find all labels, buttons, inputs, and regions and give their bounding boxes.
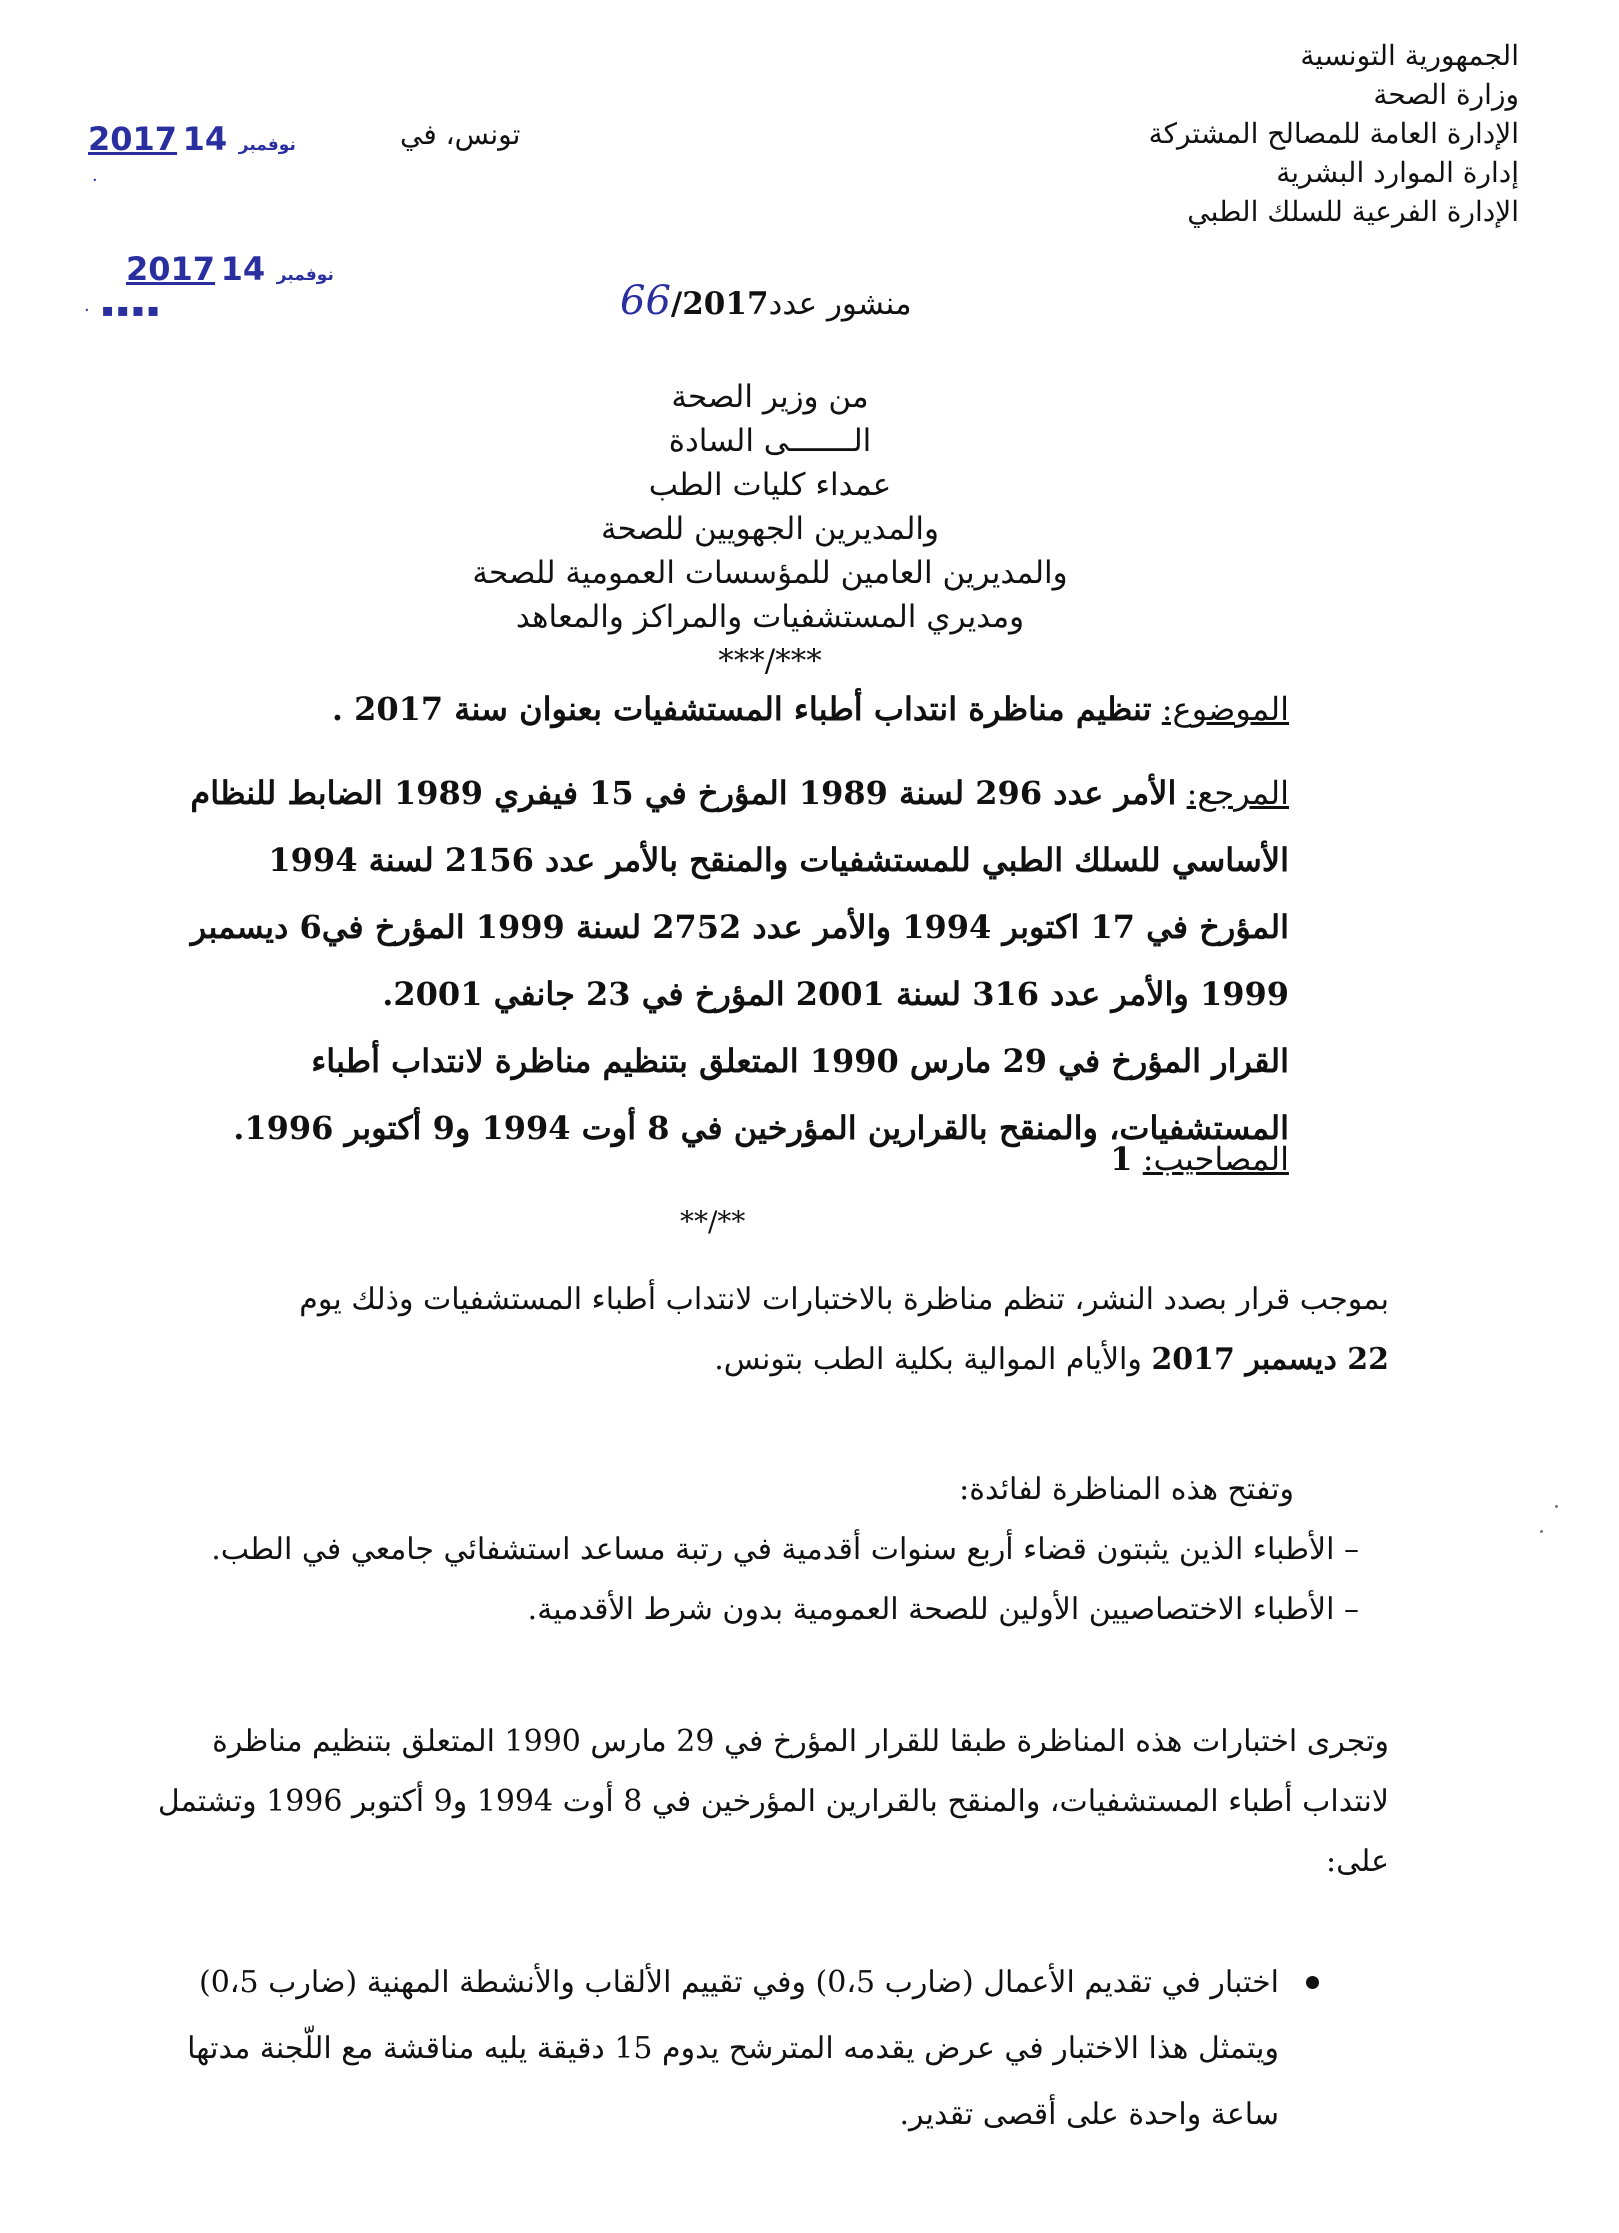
addressee-line: ***/***	[718, 643, 822, 679]
letterhead-line: إدارة الموارد البشرية	[1276, 156, 1519, 189]
list-item: – الأطباء الاختصاصيين الأولين للصحة العمومية بدون شرط الأقدمية.	[527, 1592, 1359, 1627]
addressee-line: والمديرين الجهويين للصحة	[600, 511, 940, 547]
stamp-day: 14	[182, 120, 228, 158]
subject-label: الموضوع:	[1161, 690, 1289, 728]
stamp-mark: ·	[92, 170, 101, 191]
letterhead	[1059, 36, 1519, 231]
subject-line	[332, 690, 1289, 728]
addressee-line: الـــــــى السادة	[668, 423, 872, 459]
eligibility-list	[179, 1520, 1359, 1640]
paragraph-line: بموجب قرار بصدد النشر، تنظم مناظرة بالاختبارات لانتداب أطباء المستشفيات وذلك يوم	[299, 1282, 1389, 1317]
reference-line: القرار المؤرخ في 29 مارس 1990 المتعلق بتنظيم مناظرة لانتداب أطباء	[311, 1042, 1289, 1080]
list-item: – الأطباء الذين يثبتون قضاء أربع سنوات أقدمية في رتبة مساعد استشفائي جامعي في الطب.	[211, 1532, 1359, 1567]
annex-count: 1	[1110, 1140, 1133, 1178]
paragraph-eligibility-intro: وتفتح هذه المناظرة لفائدة:	[959, 1472, 1294, 1507]
reference-line: الأساسي للسلك الطبي للمستشفيات والمنقح بالأمر عدد 2156 لسنة 1994	[268, 841, 1289, 879]
circular-number	[620, 278, 912, 324]
letterhead-line: الجمهورية التونسية	[1300, 39, 1519, 72]
reference-line: الأمر عدد 296 لسنة 1989 المؤرخ في 15 فيفري 1989 الضابط للنظام	[190, 774, 1177, 812]
tests-list-item	[119, 1950, 1279, 2148]
annex-line	[1110, 1140, 1289, 1178]
circular-prefix: منشور عدد	[768, 286, 912, 322]
stamp-year: 2017	[88, 120, 178, 158]
letterhead-line: الإدارة العامة للمصالح المشتركة	[1148, 117, 1519, 150]
paragraph-line: اختبار في تقديم الأعمال (ضارب 0،5) وفي تقييم الألقاب والأنشطة المهنية (ضارب 0،5)	[199, 1965, 1279, 2000]
reference-line: المستشفيات، والمنقح بالقرارين المؤرخين في 8 أوت 1994 و9 أكتوبر 1996.	[233, 1109, 1289, 1147]
stamp-day: 14	[220, 250, 266, 288]
addressee-line: عمداء كليات الطب	[648, 467, 892, 503]
subject-text: تنظيم مناظرة انتداب أطباء المستشفيات بعنوان سنة 2017 .	[331, 690, 1152, 728]
letterhead-line: الإدارة الفرعية للسلك الطبي	[1187, 195, 1519, 228]
reference-block	[129, 760, 1289, 1162]
paragraph-line: ويتمثل هذا الاختبار في عرض يقدمه المترشح يدوم 15 دقيقة يليه مناقشة مع اللّجنة مدتها	[187, 2031, 1279, 2066]
stamp-month: نوفمبر	[276, 265, 334, 285]
paragraph-line: لانتداب أطباء المستشفيات، والمنقح بالقرارين المؤرخين في 8 أوت 1994 و9 أكتوبر 1996 وتشتمل	[157, 1784, 1389, 1819]
addressee-line: والمديرين العامين للمؤسسات العمومية للصحة	[472, 555, 1068, 591]
exam-date: 22 ديسمبر 2017	[1151, 1342, 1389, 1377]
handwritten-number: 66	[620, 278, 671, 324]
separator: **/**	[680, 1205, 746, 1238]
scan-speck	[1555, 1505, 1558, 1508]
paragraph-line: وتجرى اختبارات هذه المناظرة طبقا للقرار المؤرخ في 29 مارس 1990 المتعلق بتنظيم مناظرة	[212, 1724, 1389, 1759]
letterhead-line: وزارة الصحة	[1373, 78, 1519, 111]
paragraph-line: ساعة واحدة على أقصى تقدير.	[899, 2097, 1279, 2132]
addressees-block	[380, 375, 1160, 683]
paragraph-announcement	[159, 1270, 1389, 1390]
paragraph-line: على:	[1326, 1844, 1389, 1879]
place-date-label: تونس، في	[400, 118, 521, 151]
reference-line: 1999 والأمر عدد 316 لسنة 2001 المؤرخ في 23 جانفي 2001.	[382, 975, 1289, 1013]
circular-year: /2017	[670, 286, 769, 322]
paragraph-line: والأيام الموالية بكلية الطب بتونس.	[714, 1342, 1142, 1377]
scan-speck	[1540, 1530, 1543, 1533]
addressee-line: ومديري المستشفيات والمراكز والمعاهد	[515, 599, 1025, 635]
paragraph-exam-rules	[159, 1712, 1389, 1892]
reference-label: المرجع:	[1186, 774, 1289, 812]
date-stamp	[88, 120, 302, 158]
stamp-mark: · ▪▪▪▪	[84, 300, 163, 321]
addressee-line: من وزير الصحة	[671, 379, 869, 415]
date-stamp	[126, 250, 340, 288]
reference-line: المؤرخ في 17 اكتوبر 1994 والأمر عدد 2752 لسنة 1999 المؤرخ في6 ديسمبر	[190, 908, 1289, 946]
stamp-month: نوفمبر	[238, 135, 296, 155]
stamp-year: 2017	[126, 250, 216, 288]
bullet-icon	[1306, 1976, 1319, 1989]
annex-label: المصاحيب:	[1142, 1140, 1289, 1178]
